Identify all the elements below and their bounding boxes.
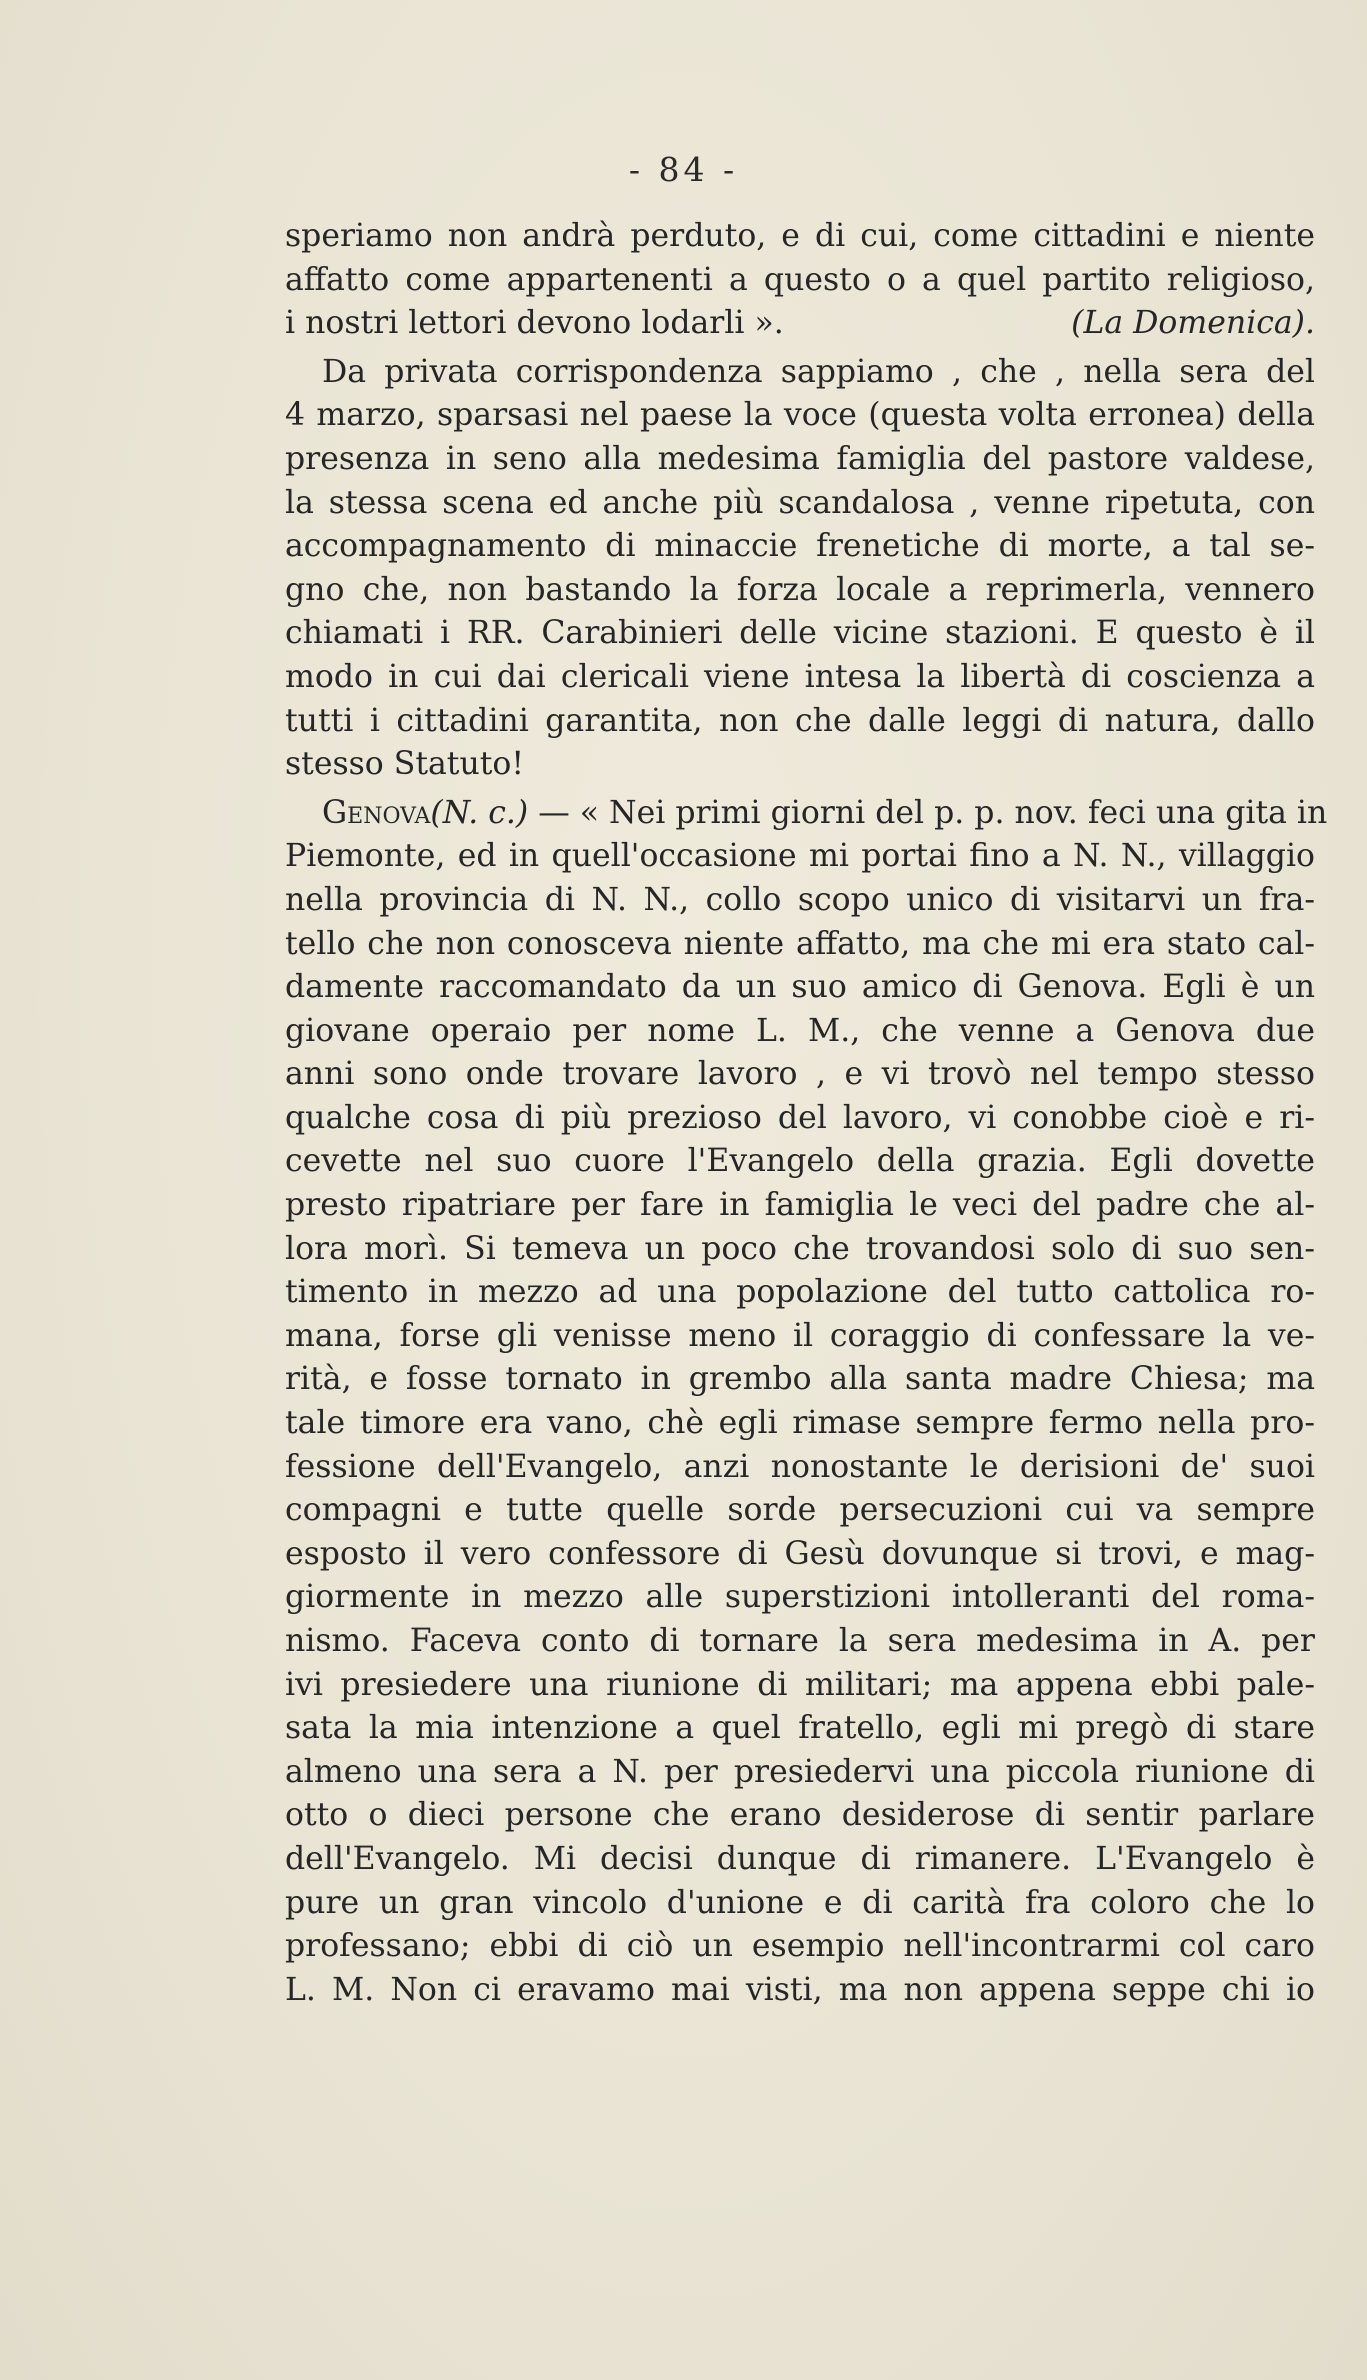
- text-line: rità, e fosse tornato in grembo alla santa madre Chiesa; ma: [285, 1361, 1315, 1398]
- paragraph-1: [285, 215, 1315, 346]
- text-line: modo in cui dai clericali viene intesa la libertà di coscienza a: [285, 658, 1315, 695]
- text-line: professano; ebbi di ciò un esempio nell'incontrarmi col caro: [285, 1928, 1315, 1965]
- text-line: presenza in seno alla medesima famiglia del pastore valdese,: [285, 440, 1315, 477]
- paragraph-2: [285, 351, 1315, 787]
- text-line: sata la mia intenzione a quel fratello, egli mi pregò di stare: [285, 1710, 1315, 1747]
- text-line: tutti i cittadini garantita, non che dalle leggi di natura, dallo: [285, 702, 1315, 739]
- source-citation: (La Domenica).: [1071, 305, 1315, 342]
- text-line: ivi presiedere una riunione di militari; ma appena ebbi pale-: [285, 1666, 1315, 1703]
- text-line: timento in mezzo ad una popolazione del tutto cattolica ro-: [285, 1274, 1315, 1311]
- text-line: almeno una sera a N. per presiedervi una piccola riunione di: [285, 1753, 1315, 1790]
- text-line: accompagnamento di minaccie frenetiche di morte, a tal se-: [285, 528, 1315, 565]
- text-line: Piemonte, ed in quell'occasione mi portai fino a N. N., villaggio: [285, 838, 1315, 875]
- text-line: nella provincia di N. N., collo scopo unico di visitarvi un fra-: [285, 881, 1315, 918]
- text-line: presto ripatriare per fare in famiglia le veci del padre che al-: [285, 1187, 1315, 1224]
- text-column: [285, 215, 1328, 2012]
- text-line: nismo. Faceva conto di tornare la sera medesima in A. per: [285, 1623, 1315, 1659]
- text-line: tale timore era vano, chè egli rimase sempre fermo nella pro-: [285, 1405, 1315, 1442]
- text-line: dell'Evangelo. Mi decisi dunque di rimanere. L'Evangelo è: [285, 1840, 1315, 1877]
- heading-line: [285, 792, 1328, 836]
- text-line: giormente in mezzo alle superstizioni intolleranti del roma-: [285, 1579, 1315, 1616]
- text-line: chiamati i RR. Carabinieri delle vicine stazioni. E questo è il: [285, 615, 1315, 652]
- text-line: giovane operaio per nome L. M., che venne a Genova due: [285, 1012, 1315, 1049]
- text-line: tello che non conosceva niente affatto, ma che mi era stato cal-: [285, 925, 1315, 962]
- text-line: gno che, non bastando la forza locale a reprimerla, vennero: [285, 571, 1315, 608]
- text-line: i nostri lettori devono lodarli ».: [285, 305, 784, 342]
- text-line: fessione dell'Evangelo, anzi nonostante le derisioni de' suoi: [285, 1448, 1315, 1485]
- text-line: compagni e tutte quelle sorde persecuzioni cui va sempre: [285, 1492, 1315, 1529]
- text-line: speriamo non andrà perduto, e di cui, come cittadini e niente: [285, 218, 1315, 254]
- text-line: Da privata corrispondenza sappiamo , che , nella sera del: [322, 353, 1315, 390]
- text-line: qualche cosa di più prezioso del lavoro, vi conobbe cioè e ri-: [285, 1099, 1315, 1136]
- text-line: pure un gran vincolo d'unione e di carità fra coloro che lo: [285, 1884, 1315, 1921]
- page-number: - 84 -: [628, 150, 739, 189]
- text-line: anni sono onde trovare lavoro , e vi trovò nel tempo stesso: [285, 1056, 1315, 1093]
- paragraph-3: [285, 792, 1328, 2013]
- text-line: stesso Statuto!: [285, 746, 525, 783]
- text-line: otto o dieci persone che erano desiderose di sentir parlare: [285, 1797, 1315, 1834]
- text-line: esposto il vero confessore di Gesù dovunque si trovi, e mag-: [285, 1535, 1315, 1572]
- text-line: mana, forse gli venisse meno il coraggio di confessare la ve-: [285, 1317, 1315, 1354]
- text-line: affatto come appartenenti a questo o a quel partito religioso,: [285, 261, 1315, 298]
- text-line: L. M. Non ci eravamo mai visti, ma non appena seppe chi io: [285, 1971, 1315, 2008]
- text-line: lora morì. Si temeva un poco che trovandosi solo di suo sen-: [285, 1230, 1315, 1267]
- text-line: 4 marzo, sparsasi nel paese la voce (questa volta erronea) della: [285, 397, 1315, 434]
- heading-note: (N. c.): [430, 794, 529, 831]
- text-line-with-source: [285, 302, 1315, 346]
- text-line: la stessa scena ed anche più scandalosa , venne ripetuta, con: [285, 484, 1315, 521]
- text-line: cevette nel suo cuore l'Evangelo della grazia. Egli dovette: [285, 1143, 1315, 1180]
- text-line: damente raccomandato da un suo amico di Genova. Egli è un: [285, 969, 1315, 1006]
- section-heading: Genova: [322, 794, 431, 831]
- text-line: — « Nei primi giorni del p. p. nov. feci una gita in: [538, 794, 1328, 831]
